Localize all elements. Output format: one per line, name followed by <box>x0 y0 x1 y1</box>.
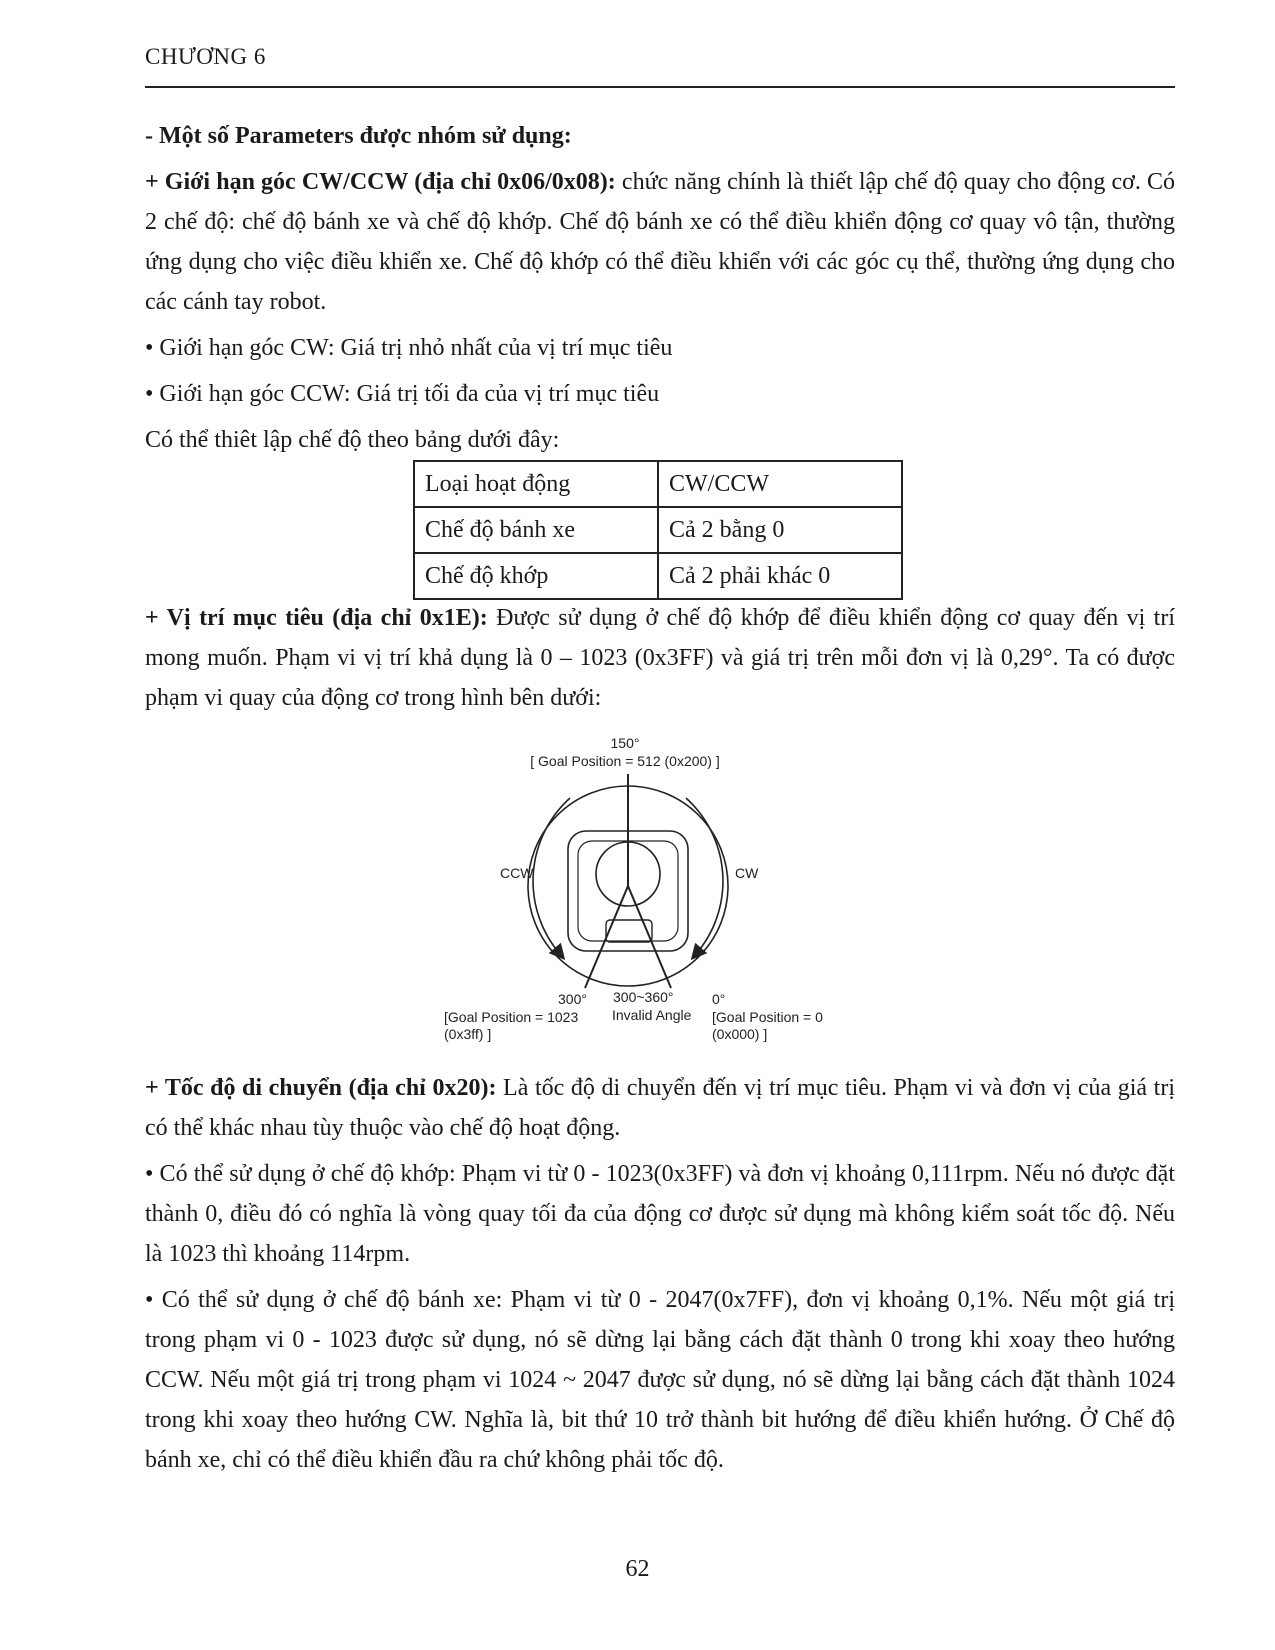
goal-1023-line <box>585 886 628 988</box>
goal-0-line <box>628 886 671 988</box>
moving-speed-title: + Tốc độ di chuyển (địa chỉ 0x20): <box>145 1075 497 1101</box>
table-cell: Chế độ bánh xe <box>414 507 658 553</box>
goal-position-paragraph <box>145 598 1175 718</box>
bullet-ccw-limit: • Giới hạn góc CCW: Giá trị tối đa của vị trí mục tiêu <box>145 381 660 407</box>
table-intro: Có thể thiêt lập chế độ theo bảng dưới đây: <box>145 427 560 453</box>
left-goal-label-1: [Goal Position = 1023 <box>444 1009 579 1025</box>
angle-limit-text: chức năng chính là thiết lập chế độ quay cho động cơ. Có 2 chế độ: chế độ bánh xe và chế độ khớp. Chế độ bánh xe có thể điều khiển động cơ quay vô tận, thường ứng dụng cho việc điều khiển xe. Chế độ khớp có thể điều khiển với các góc cụ thể, thường ứng dụng cho các cánh tay robot. <box>145 169 1175 315</box>
table-cell: Chế độ khớp <box>414 553 658 599</box>
invalid-angle-label: Invalid Angle <box>612 1007 692 1023</box>
cw-label: CW <box>735 865 759 881</box>
angle-limit-title: + Giới hạn góc CW/CCW (địa chỉ 0x06/0x08): <box>145 169 616 195</box>
bullet-cw-limit: • Giới hạn góc CW: Giá trị nhỏ nhất của vị trí mục tiêu <box>145 335 673 361</box>
page-number: 62 <box>625 1556 650 1582</box>
bullet-joint-mode: • Có thể sử dụng ở chế độ khớp: Phạm vi từ 0 - 1023(0x3FF) và đơn vị khoảng 0,111rpm. Nếu nó được đặt thành 0, điều đó có nghĩa là vòng quay tối đa của động cơ được sử dụng mà không kiểm soát tốc độ. Nếu là 1023 thì khoảng 114rpm. <box>145 1161 1175 1267</box>
servo-diagram <box>430 726 850 1056</box>
header-divider <box>145 86 1175 88</box>
right-goal-label-2: (0x000) ] <box>712 1026 768 1042</box>
section-intro: - Một số Parameters được nhóm sử dụng: <box>145 123 572 149</box>
left-angle-label: 300° <box>558 991 587 1007</box>
bullet-wheel-mode: • Có thể sử dụng ở chế độ bánh xe: Phạm vi từ 0 - 2047(0x7FF), đơn vị khoảng 0,1%. Nếu một giá trị trong phạm vi 0 - 1023 được sử dụng, nó sẽ dừng lại bằng cách đặt thành 0 trong khi xoay theo hướng CCW. Nếu một giá trị trong phạm vi 1024 ~ 2047 được sử dụng, nó sẽ dừng lại bằng cách đặt thành 1024 trong khi xoay theo hướng CW. Nghĩa là, bit thứ 10 trở thành bit hướng để điều khiển hướng. Ở Chế độ bánh xe, chỉ có thể điều khiển đầu ra chứ không phải tốc độ. <box>145 1287 1175 1473</box>
table-header-cell: CW/CCW <box>658 461 902 507</box>
goal-position-text: Được sử dụng ở chế độ khớp để điều khiển động cơ quay đến vị trí mong muốn. Phạm vi vị trí khả dụng là 0 – 1023 (0x3FF) và giá trị trên mỗi đơn vị là 0,29°. Ta có được phạm vi quay của động cơ trong hình bên dưới: <box>145 605 1176 711</box>
top-angle-label: 150° <box>610 735 640 751</box>
ccw-label: CCW <box>500 865 534 881</box>
table-header-row <box>414 461 902 507</box>
table-cell: Cả 2 bằng 0 <box>658 507 902 553</box>
page-content <box>145 116 1175 1480</box>
left-goal-label-2: (0x3ff) ] <box>444 1026 492 1042</box>
table-row <box>414 553 902 599</box>
mode-table <box>413 460 903 600</box>
chapter-header: CHƯƠNG 6 <box>145 44 266 69</box>
table-cell: Cả 2 phải khác 0 <box>658 553 902 599</box>
table-row <box>414 507 902 553</box>
moving-speed-text: Là tốc độ di chuyển đến vị trí mục tiêu. Phạm vi và đơn vị của giá trị có thể khác nhau tùy thuộc vào chế độ hoạt động. <box>145 1075 1175 1141</box>
servo-rotation-figure <box>145 718 1175 1068</box>
right-angle-label: 0° <box>712 991 726 1007</box>
angle-limit-paragraph <box>145 162 1175 322</box>
invalid-angle-value: 300~360° <box>613 989 674 1005</box>
goal-position-title: + Vị trí mục tiêu (địa chỉ 0x1E): <box>145 605 488 631</box>
table-header-cell: Loại hoạt động <box>414 461 658 507</box>
top-goal-label: [ Goal Position = 512 (0x200) ] <box>530 753 720 769</box>
moving-speed-paragraph <box>145 1068 1175 1148</box>
right-goal-label-1: [Goal Position = 0 <box>712 1009 823 1025</box>
